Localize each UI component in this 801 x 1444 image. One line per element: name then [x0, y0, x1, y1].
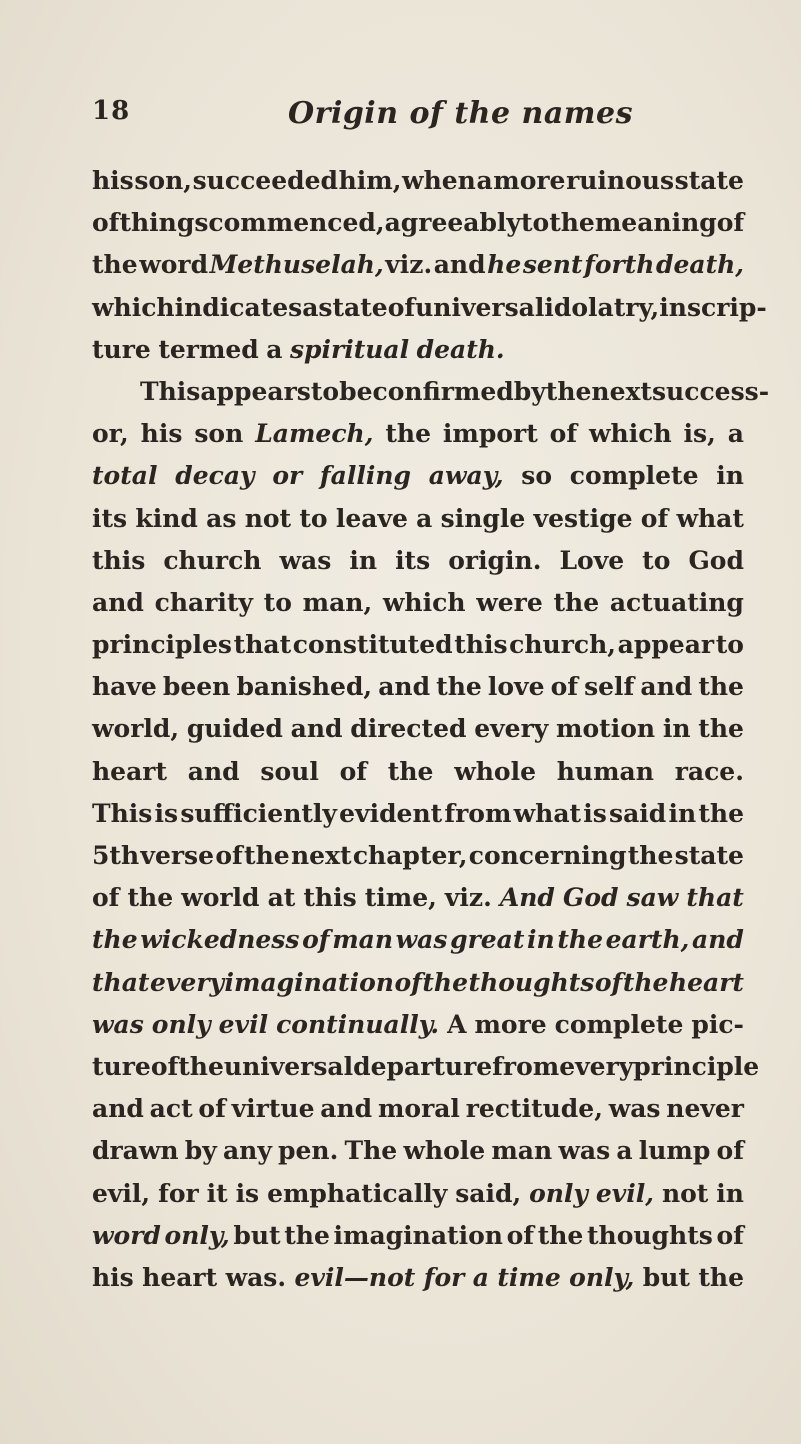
- word: of: [640, 503, 669, 533]
- word: pic-: [691, 1009, 744, 1039]
- word: a: [727, 419, 744, 449]
- text-line: [92, 666, 744, 708]
- word: charity: [154, 587, 253, 617]
- word: or: [272, 461, 303, 491]
- word: was: [608, 1094, 661, 1124]
- word: said: [609, 798, 667, 828]
- text-line: [92, 1257, 744, 1299]
- text-line: [92, 624, 744, 666]
- word: this: [92, 545, 146, 575]
- word: God: [688, 545, 744, 575]
- word: from: [492, 1051, 560, 1081]
- word: the: [622, 967, 669, 997]
- word: saw: [626, 883, 679, 913]
- word: and: [640, 672, 693, 702]
- word: only: [151, 1009, 211, 1039]
- word: of: [92, 208, 120, 238]
- word: the: [436, 672, 482, 702]
- text-line: [92, 1046, 760, 1088]
- word: world: [181, 883, 260, 913]
- word: have: [92, 672, 157, 702]
- word: man: [491, 1136, 553, 1166]
- text-line: [92, 287, 767, 329]
- word: of: [150, 1051, 179, 1081]
- running-head: [92, 96, 742, 136]
- word: in: [659, 292, 687, 322]
- word: it: [206, 1178, 228, 1208]
- word: the: [557, 925, 604, 955]
- text-line: [92, 160, 744, 202]
- word: leave: [335, 503, 408, 533]
- word: state: [318, 292, 388, 322]
- word: from: [444, 798, 512, 828]
- word: race.: [674, 756, 744, 786]
- word: God: [562, 883, 619, 913]
- word: kind: [135, 503, 198, 533]
- word: vestige: [533, 503, 633, 533]
- word: soul: [260, 756, 319, 786]
- word: a: [266, 334, 283, 364]
- word: Love: [559, 545, 625, 575]
- text-line: [92, 751, 744, 793]
- word: whole: [403, 1136, 486, 1166]
- word: the: [127, 883, 174, 913]
- word: only,: [164, 1220, 230, 1250]
- word: banished,: [236, 672, 373, 702]
- text-line: [92, 371, 770, 413]
- text-line: [92, 1173, 744, 1215]
- word: next: [290, 841, 352, 870]
- word: of: [339, 756, 368, 786]
- text-line: [92, 708, 744, 750]
- word: of: [716, 1220, 744, 1250]
- word: rectitude,: [465, 1094, 603, 1124]
- word: decay: [175, 461, 255, 491]
- word: principle: [633, 1051, 760, 1081]
- text-line: [92, 877, 744, 919]
- word: import: [442, 419, 538, 449]
- word: imagination: [224, 967, 394, 997]
- word: succeeded: [192, 166, 338, 195]
- text-line: [92, 1088, 744, 1130]
- text-line: [92, 1215, 744, 1257]
- word: word: [92, 1220, 161, 1250]
- word: in: [716, 1178, 744, 1208]
- word: act: [149, 1094, 193, 1124]
- word: that: [233, 630, 292, 660]
- word: sent: [522, 250, 583, 280]
- word: love: [487, 672, 545, 702]
- word: any: [222, 1136, 272, 1166]
- word: ture: [92, 334, 151, 364]
- word: which: [589, 419, 672, 449]
- running-title: Origin of the names: [288, 96, 633, 131]
- word: viz.: [444, 883, 492, 913]
- word: The: [344, 1136, 398, 1166]
- word: to: [263, 587, 292, 617]
- word: time: [497, 1262, 561, 1292]
- word: to: [310, 376, 340, 406]
- word: pen.: [278, 1136, 339, 1166]
- word: the: [698, 798, 744, 828]
- word: heart: [668, 967, 744, 997]
- word: the: [385, 419, 431, 449]
- word: in: [349, 545, 378, 575]
- word: the: [627, 841, 674, 870]
- word: great: [450, 925, 525, 955]
- word: drawn: [92, 1136, 179, 1166]
- word: but: [642, 1262, 690, 1292]
- word: meaning: [594, 208, 717, 238]
- word: the: [422, 967, 469, 997]
- word: falling: [319, 461, 412, 491]
- word: in: [668, 798, 697, 828]
- word: time,: [364, 883, 437, 913]
- word: origin.: [448, 545, 542, 575]
- word: success-: [651, 376, 770, 406]
- word: was: [92, 1009, 144, 1039]
- text-line: [92, 329, 744, 371]
- word: to: [715, 630, 744, 660]
- word: guided: [186, 714, 283, 744]
- word: and: [92, 1094, 144, 1124]
- word: was: [395, 925, 448, 955]
- word: only: [529, 1178, 588, 1208]
- word: termed: [158, 334, 259, 364]
- word: never: [666, 1094, 744, 1124]
- word: a: [302, 292, 319, 322]
- word: This: [92, 798, 153, 828]
- word: the: [387, 756, 434, 786]
- text-line: [92, 202, 744, 244]
- word: and: [320, 1094, 373, 1124]
- text-line: [92, 1130, 744, 1172]
- word: not: [661, 1178, 709, 1208]
- word: constituted: [292, 630, 453, 660]
- word: state: [674, 841, 744, 870]
- word: that: [92, 967, 150, 997]
- word: principles: [92, 630, 233, 660]
- word: for: [423, 1262, 465, 1292]
- word: to: [642, 545, 671, 575]
- word: this: [303, 883, 357, 913]
- word: appears: [200, 376, 311, 406]
- word: things: [119, 208, 209, 238]
- word: man: [332, 925, 394, 955]
- word: in: [527, 925, 555, 955]
- word: death,: [655, 250, 744, 280]
- word: agreeably: [384, 208, 521, 238]
- word: is,: [683, 419, 716, 449]
- word: total: [92, 461, 158, 491]
- word: motion: [556, 714, 656, 744]
- text-line: [92, 540, 744, 582]
- word: ruinous: [566, 166, 675, 195]
- word: of: [302, 925, 330, 955]
- word: son: [194, 419, 244, 449]
- word: as: [206, 503, 237, 533]
- word: by: [184, 1136, 217, 1166]
- word: not: [244, 503, 292, 533]
- word: the: [537, 1220, 584, 1250]
- text-line: [92, 582, 744, 624]
- word: the: [553, 587, 600, 617]
- word: which: [382, 587, 466, 617]
- word: church: [163, 545, 262, 575]
- word: death.: [416, 334, 505, 364]
- word: of: [716, 1136, 744, 1166]
- word: of: [198, 1094, 226, 1124]
- word: and: [378, 672, 431, 702]
- word: is: [583, 798, 607, 828]
- word: every: [559, 1051, 634, 1081]
- word: were: [476, 587, 543, 617]
- word: This: [140, 376, 201, 406]
- word: next: [591, 376, 652, 406]
- word: was.: [225, 1262, 287, 1292]
- word: only,: [569, 1262, 635, 1292]
- word: indicates: [174, 292, 303, 322]
- word: and: [433, 250, 486, 280]
- word: complete: [569, 461, 699, 491]
- word: whole: [454, 756, 536, 786]
- word: was: [279, 545, 332, 575]
- word: every: [474, 714, 549, 744]
- word: a: [616, 1136, 633, 1166]
- text-line: [92, 1004, 744, 1046]
- word: a: [472, 1262, 489, 1292]
- word: by: [513, 376, 546, 406]
- word: confirmed: [372, 376, 514, 406]
- word: of: [716, 208, 745, 238]
- word: A: [447, 1009, 467, 1039]
- word: 5th: [92, 841, 140, 870]
- word: or,: [92, 419, 129, 449]
- word: scrip-: [686, 292, 767, 322]
- word: church,: [509, 630, 617, 660]
- word: evil,: [92, 1178, 151, 1208]
- word: moral: [377, 1094, 460, 1124]
- word: word: [139, 250, 209, 280]
- word: more: [474, 1009, 547, 1039]
- text-line: [92, 455, 744, 497]
- word: which: [92, 292, 175, 322]
- word: is: [235, 1178, 260, 1208]
- word: his: [92, 1262, 134, 1292]
- text-line: [92, 919, 744, 961]
- word: evil: [218, 1009, 269, 1039]
- word: the: [178, 1051, 224, 1081]
- word: to: [520, 208, 550, 238]
- word: at: [267, 883, 296, 913]
- word: the: [545, 376, 592, 406]
- word: but: [233, 1220, 281, 1250]
- word: the: [244, 841, 290, 870]
- word: And: [499, 883, 555, 913]
- word: ture: [92, 1051, 151, 1081]
- word: his: [92, 166, 134, 195]
- word: a: [416, 503, 433, 533]
- word: that: [686, 883, 744, 913]
- word: and: [187, 756, 240, 786]
- word: virtue: [231, 1094, 315, 1124]
- word: more: [493, 166, 566, 195]
- text-line: [92, 962, 744, 1004]
- word: this: [454, 630, 508, 660]
- word: so: [521, 461, 553, 491]
- word: forth: [584, 250, 655, 280]
- word: of: [387, 292, 416, 322]
- word: his: [140, 419, 183, 449]
- word: appear: [617, 630, 715, 660]
- word: every: [149, 967, 225, 997]
- word: its: [92, 503, 128, 533]
- word: him,: [338, 166, 402, 195]
- word: the: [92, 925, 138, 955]
- word: man,: [302, 587, 373, 617]
- word: lump: [638, 1136, 711, 1166]
- word: the: [698, 714, 744, 744]
- word: sufficiently: [180, 798, 337, 828]
- word: universal: [415, 292, 545, 322]
- word: directed: [350, 714, 467, 744]
- word: be: [339, 376, 373, 406]
- word: thoughts: [586, 1220, 713, 1250]
- word: the: [698, 672, 744, 702]
- word: and: [692, 925, 744, 955]
- word: spiritual: [289, 334, 410, 364]
- word: said,: [455, 1178, 522, 1208]
- word: what: [513, 798, 582, 828]
- word: when: [402, 166, 476, 195]
- word: the: [698, 1262, 744, 1292]
- word: thoughts: [468, 967, 595, 997]
- word: evil—not: [294, 1262, 416, 1292]
- word: the: [92, 250, 138, 280]
- word: is: [154, 798, 179, 828]
- word: single: [440, 503, 526, 533]
- word: chapter,: [352, 841, 468, 870]
- word: heart: [142, 1262, 218, 1292]
- word: world,: [92, 714, 180, 744]
- word: what: [676, 503, 744, 533]
- word: state: [674, 166, 744, 195]
- word: departure: [353, 1051, 493, 1081]
- word: of: [550, 672, 578, 702]
- word: imagination: [333, 1220, 503, 1250]
- word: heart: [92, 756, 167, 786]
- word: of: [594, 967, 623, 997]
- word: Methuselah,: [209, 250, 384, 280]
- word: verse: [140, 841, 215, 870]
- word: actuating: [609, 587, 744, 617]
- word: commenced,: [208, 208, 385, 238]
- word: Lamech,: [255, 419, 374, 449]
- word: of: [92, 883, 120, 913]
- page-number: 18: [92, 96, 131, 126]
- word: its: [395, 545, 431, 575]
- word: idolatry,: [544, 292, 660, 322]
- word: been: [162, 672, 231, 702]
- word: emphatically: [267, 1178, 448, 1208]
- word: concerning: [468, 841, 627, 870]
- word: continually.: [276, 1009, 440, 1039]
- word: to: [299, 503, 328, 533]
- body-text: [92, 160, 770, 1299]
- word: and: [92, 587, 144, 617]
- word: son,: [134, 166, 192, 195]
- word: evident: [339, 798, 443, 828]
- text-line: [92, 413, 744, 455]
- word: for: [158, 1178, 199, 1208]
- word: the: [549, 208, 595, 238]
- word: of: [394, 967, 422, 997]
- word: of: [506, 1220, 535, 1250]
- word: universal: [223, 1051, 354, 1081]
- text-line: [92, 793, 744, 835]
- word: earth,: [605, 925, 690, 955]
- word: wickedness: [140, 925, 300, 955]
- word: complete: [554, 1009, 684, 1039]
- word: the: [284, 1220, 330, 1250]
- word: in: [662, 714, 691, 744]
- word: of: [215, 841, 243, 870]
- word: in: [716, 461, 744, 491]
- text-line: [92, 498, 744, 540]
- word: he: [487, 250, 522, 280]
- word: of: [549, 419, 578, 449]
- word: and: [290, 714, 343, 744]
- word: away,: [428, 461, 504, 491]
- word: viz.: [385, 250, 433, 280]
- word: a: [476, 166, 493, 195]
- text-line: [92, 835, 744, 877]
- text-line: [92, 244, 744, 286]
- word: evil,: [595, 1178, 655, 1208]
- word: was: [558, 1136, 611, 1166]
- word: human: [556, 756, 654, 786]
- word: self: [584, 672, 635, 702]
